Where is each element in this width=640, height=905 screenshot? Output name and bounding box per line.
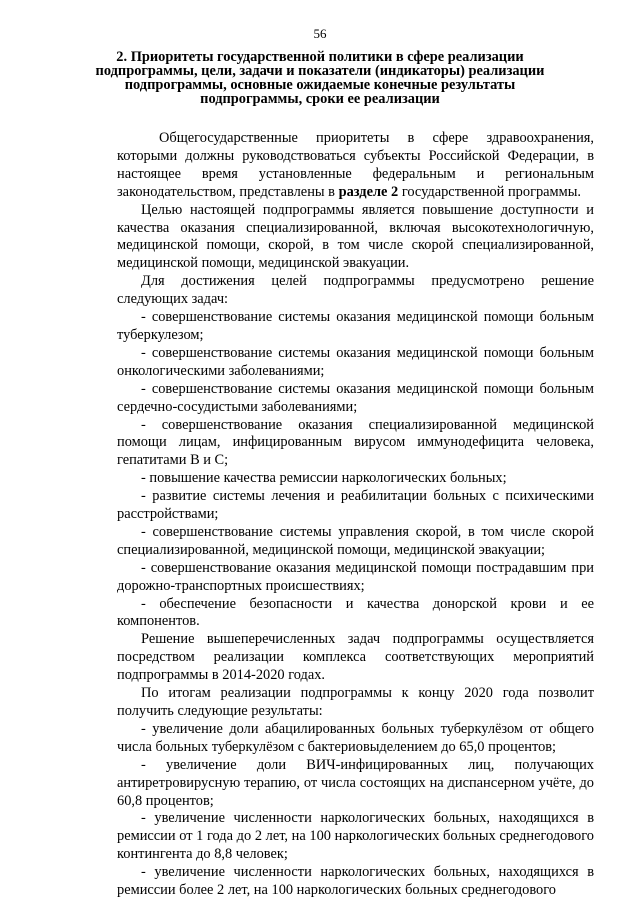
paragraph-tasks-intro: Для достижения целей подпрограммы предусмотрено решение следующих задач: (117, 273, 594, 308)
task-item: - совершенствование системы управления скорой, в том числе скорой специализированной, медицинской помощи, медицинской эвакуации; (117, 523, 594, 558)
task-item: - совершенствование системы оказания медицинской помощи больным туберкулезом; (117, 309, 594, 343)
paragraph-goal: Целью настоящей подпрограммы является повышение доступности и качества оказания специализированной, включая высокотехнологичную, медицинской помощи, скорой, в том числе скорой специализированной, медицинской помощи, медицинской эвакуации. (117, 201, 594, 272)
paragraph-implementation: Решение вышеперечисленных задач подпрограммы осуществляется посредством реализации комплекса соответствующих мероприятий подпрограммы в 2014-2020 годах. (117, 631, 594, 684)
task-item: - совершенствование системы оказания медицинской помощи больным онкологическими заболеваниями; (117, 344, 594, 379)
task-item: - совершенствование оказания медицинской помощи пострадавшим при дорожно-транспортных происшествиях; (117, 559, 594, 594)
page-number: 56 (313, 26, 327, 41)
paragraph-priorities-text: Общегосударственные приоритеты в сфере здравоохранения, которыми должны руководствоваться субъекты Российской Федерации, в настоящее время установленные федеральным и региональным законодательством, представлены в (117, 130, 594, 200)
paragraph-results-intro: По итогам реализации подпрограммы к концу 2020 года позволит получить следующие результаты: (117, 685, 594, 719)
task-item: - повышение качества ремиссии наркологических больных; (141, 470, 507, 487)
task-item: - совершенствование системы оказания медицинской помощи больным сердечно-сосудистыми заболеваниями; (117, 380, 594, 415)
task-item: - обеспечение безопасности и качества донорской крови и ее компонентов. (117, 595, 594, 630)
section-heading: 2. Приоритеты государственной политики в сфере реализации подпрограммы, цели, задачи и показатели (индикаторы) реализации подпрограммы, основные ожидаемые конечные результаты подпрограммы, сроки ее реализации (95, 49, 545, 107)
paragraph-priorities (117, 130, 594, 202)
result-item: - увеличение численности наркологических больных, находящихся в ремиссии более 2 лет, на 100 наркологических больных среднегодового (117, 864, 594, 899)
result-item: - увеличение доли абацилированных больных туберкулёзом от общего числа больных туберкулёзом с бактериовыделением до 65,0 процентов; (117, 720, 594, 755)
task-item: - развитие системы лечения и реабилитации больных с психическими расстройствами; (117, 488, 594, 523)
document-body (117, 130, 594, 900)
task-item: - совершенствование оказания специализированной медицинской помощи лицам, инфицированным вирусом иммунодефицита человека, гепатитами B и C; (117, 416, 594, 469)
section-reference: разделе 2 (338, 183, 399, 200)
result-item: - увеличение численности наркологических больных, находящихся в ремиссии от 1 года до 2 лет, на 100 наркологических больных среднегодового контингента до 8,8 человек; (117, 810, 594, 863)
paragraph-priorities-tail: государственной программы. (398, 183, 582, 200)
result-item: - увеличение доли ВИЧ-инфицированных лиц, получающих антиретровирусную терапию, от числа состоящих на диспансерном учёте, до 60,8 процентов; (117, 756, 594, 809)
